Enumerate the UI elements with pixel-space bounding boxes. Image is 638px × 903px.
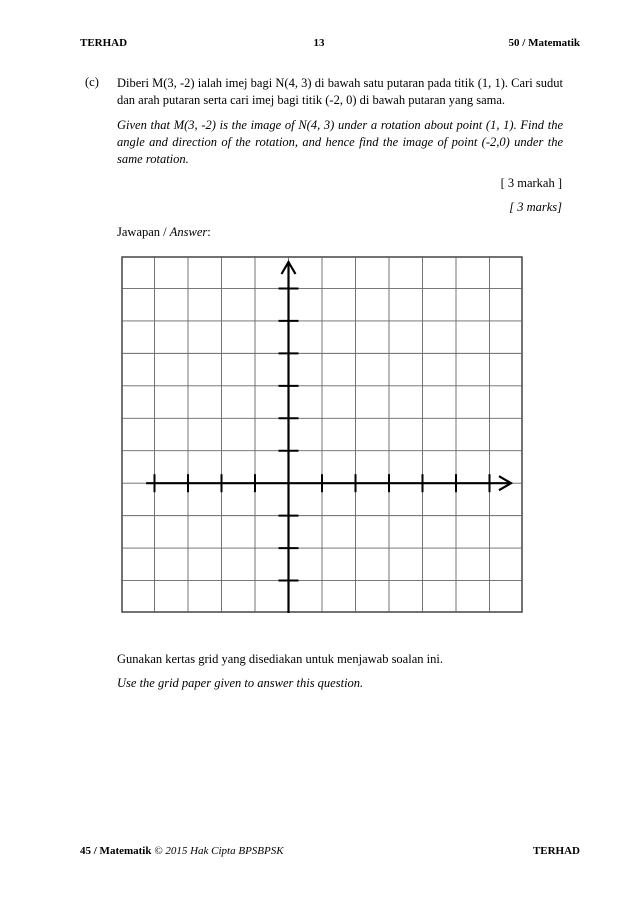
grid-paper[interactable] <box>121 256 523 613</box>
answer-label-malay: Jawapan / <box>117 225 167 239</box>
marks-english: [ 3 marks] <box>509 200 562 214</box>
footer-code: 45 / Matematik <box>80 845 152 857</box>
answer-label <box>117 225 211 240</box>
header-left: TERHAD <box>80 37 128 49</box>
footer-right: TERHAD <box>532 845 580 857</box>
question-label: (c) <box>85 75 99 89</box>
grid-svg <box>121 256 523 613</box>
marks-malay: [ 3 markah ] <box>500 176 562 190</box>
instruction-english: Use the grid paper given to answer this question. <box>117 676 364 690</box>
footer-left <box>80 845 284 857</box>
question-malay: Diberi M(3, -2) ialah imej bagi N(4, 3) di bawah satu putaran pada titik (1, 1). Cari sudut dan arah putaran serta cari imej bagi titik (-2, 0) di bawah putaran yang sama. <box>117 76 563 107</box>
header-right: 50 / Matematik <box>508 37 580 49</box>
page-number: 13 <box>313 37 325 49</box>
answer-label-english: Answer <box>169 225 208 239</box>
answer-label-colon: : <box>207 225 211 239</box>
footer-copyright: © 2015 Hak Cipta BPSBPSK <box>154 845 284 857</box>
instruction-malay: Gunakan kertas grid yang disediakan untuk menjawab soalan ini. <box>117 652 443 666</box>
question-english: Given that M(3, -2) is the image of N(4, 3) under a rotation about point (1, 1). Find the angle and direction of the rotation, and hence find the image of point (-2,0) under the same rotation. <box>117 118 563 166</box>
